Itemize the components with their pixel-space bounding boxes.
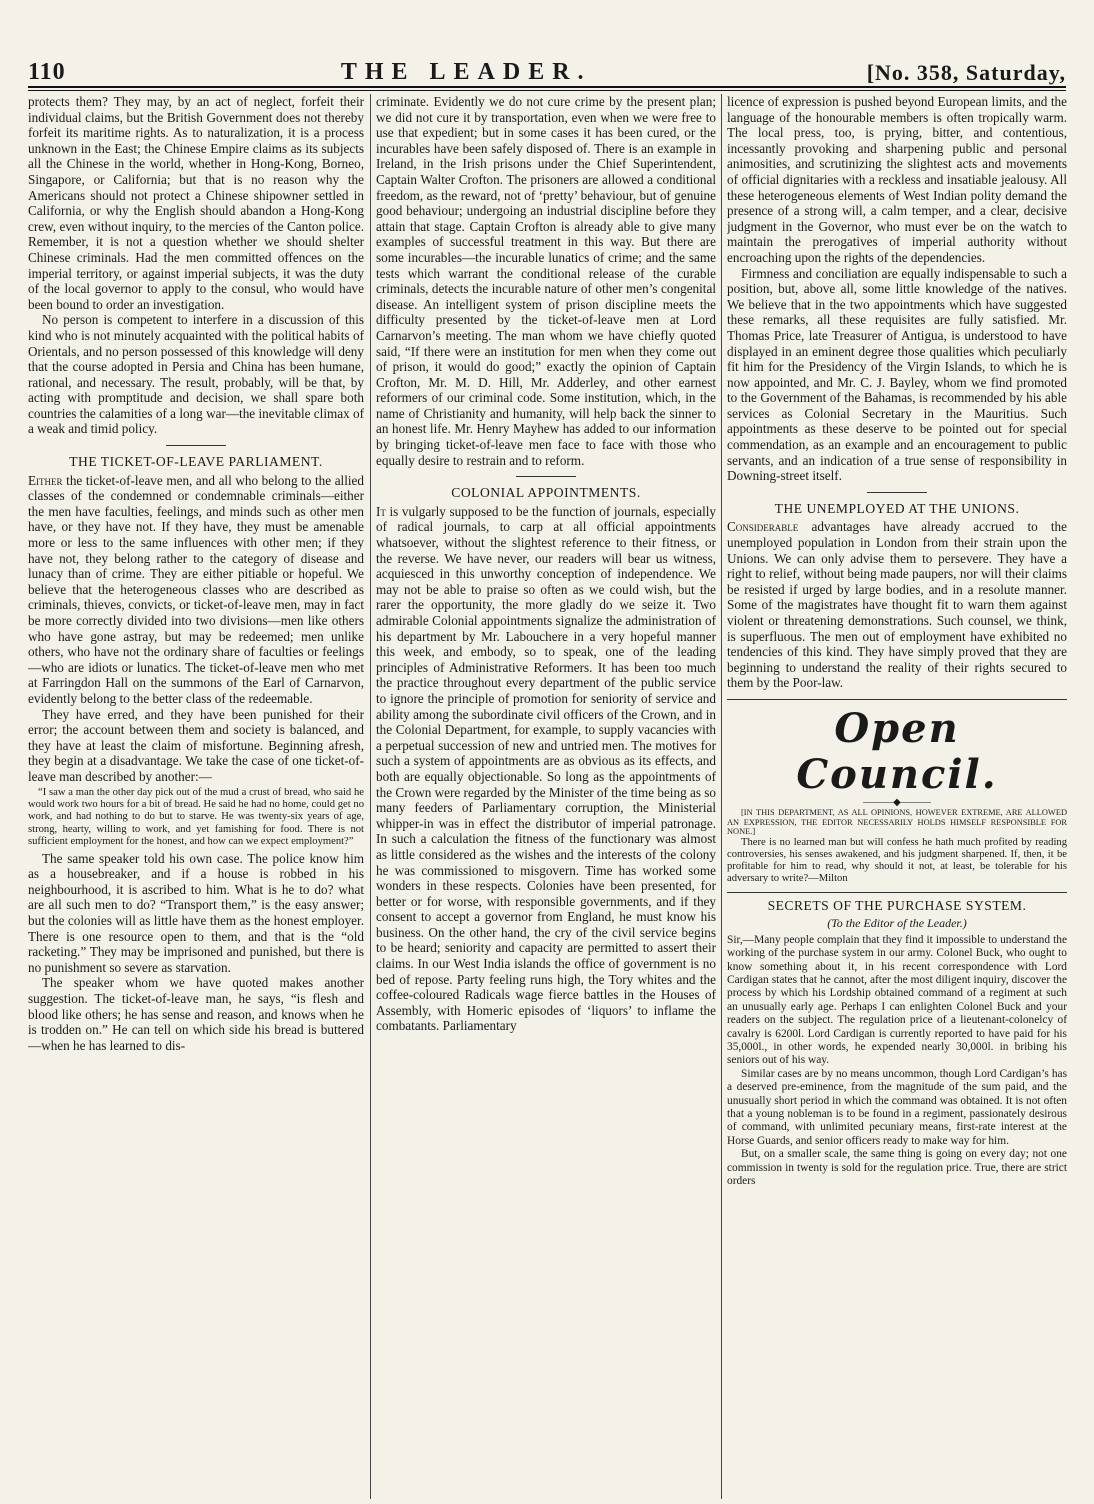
lead-word: It: [376, 503, 386, 519]
section-separator: [727, 699, 1067, 700]
col3-paragraph-3: [727, 519, 1067, 691]
section-separator: [867, 492, 927, 493]
issue-number: [No. 358, Saturday,: [866, 60, 1066, 85]
col1-paragraph-5: The same speaker told his own case. The police know him as a housebreaker, and if a house is robbed in his neighbourhood, it is ascribed to him. What is he to do? what are all such men to do? “Transport them,” is the easy answer; but the colonies will as little have them as the honest employer. There is one resource open to them, and that is the “old racketing.” They may be imprisoned and punished, but there is no punishment so severe as starvation.: [28, 850, 364, 975]
col1-paragraph-2: No person is competent to interfere in a discussion of this kind who is not minutely acquainted with the political habits of Orientals, and no person possessed of this knowledge will deny that the course adopted in Persia and China has been humane, rational, and necessary. The result, probably, will be that, by acting with promptitude and decision, we shall spare both countries the calamities of a long war—the inevitable climax of a weak and timid policy.: [28, 312, 364, 437]
column-2: [376, 94, 716, 1499]
col2-paragraph-1: criminate. Evidently we do not cure crime by the present plan; we did not cure it by transportation, even when we were free to use that expedient; but in some cases it has been cured, or the incurables have been safely disposed of. There is an example in Ireland, in the Irish prisons under the Chief Superintendent, Captain Walter Crofton. The prisoners are allowed a conditional freedom, as the reward, not of ‘pretty’ behaviour, but of genuine good behaviour; undergoing an industrial discipline before they attain that stage. Captain Crofton is already able to give many examples of successful treatment in this way. But there are some incurables—the incurable lunatics of crime; and the same tests which warrant the conditional release of the curable criminals, detects the incurable nature of other men’s congenital disease. An intelligent system of prison discipline meets the difficulty presented by the ticket-of-leave men at Lord Carnarvon’s meeting. The man whom we have chiefly quoted said, “If there were an institution for men when they come out of prison, it would do good;” exactly the opinion of Captain Crofton, Mr. M. D. Hill, Mr. Adderley, and other earnest reformers of our criminal code. Some institution, which, in the name of Christianity and humanity, will help back the sinner to an honest life. Mr. Henry Mayhew has added to our information by bringing ticket-of-leave men face to face with those who equally desire to restrain and to reform.: [376, 94, 716, 468]
milton-epigraph: There is no learned man but will confess he hath much profited by reading controversies, his senses awakened, and his judgment sharpened. If, then, it be profitable for him to read, why should it not, at least, be tolerable for his adversary to write?—Milton: [727, 837, 1067, 893]
article-heading-colonial-appointments: COLONIAL APPOINTMENTS.: [451, 485, 641, 501]
masthead-rule: [28, 90, 1066, 91]
letter-address: (To the Editor of the Leader.): [827, 916, 967, 931]
col1-paragraph-6: The speaker whom we have quoted makes another suggestion. The ticket-of-leave man, he says, “is flesh and blood like others; he has sense and reason, and knows when he is trodden on.” He can tell on which side his bread is buttered—when he has learned to dis-: [28, 975, 364, 1053]
masthead: [28, 56, 1066, 88]
col1-paragraph-3-text: the ticket-of-leave men, and all who belong to the allied classes of the condemned or condemnable criminals—either the men have faculties, feelings, and minds such as other men have, or they have not. If they have, they must be amenable more or less to the same influences with other men; if they have not, they belong rather to the category of disease and lunacy than of crime. They are either pitiable or hopeful. We believe that the heterogeneous classes who are described as criminals, thieves, convicts, or ticket-of-leave men, may in fact be more correctly divided into two divisions—men like others who have gone astray, but may be redeemed; men unlike others, who have not the ordinary share of faculties or feelings—who are idiots or lunatics. The ticket-of-leave men who met at Farringdon Hall on the summons of the Earl of Carnarvon, evidently belong to the better class of the redeemable.: [28, 472, 364, 706]
col1-paragraph-4: They have erred, and they have been punished for their error; the account between them and society is balanced, and they have at least the claim of misfortune. Beginning afresh, they begin at a disadvantage. We take the case of one ticket-of-leave man described by another:—: [28, 706, 364, 784]
section-separator: [166, 445, 226, 446]
col3-paragraph-3-text: advantages have already accrued to the unemployed population in London from their strain upon the Unions. We can only advise them to persevere. They have a right to relief, without being made paupers, nor will their claims be resisted if urged by large bodies, and in a resolute manner. Some of the magistrates have thought fit to warn them against violent or threatening demonstrations. Such counsel, we think, is superfluous. The men out of employment have exhibited no tendencies of this kind. They have simply proved that they are beginning to understand the reality of their rights secured to them by the Poor-law.: [727, 519, 1067, 691]
open-council-note: [IN THIS DEPARTMENT, AS ALL OPINIONS, HOWEVER EXTREME, ARE ALLOWED AN EXPRESSION, THE EDITOR NECESSARILY HOLDS HIMSELF RESPONSIBLE FOR NONE.]: [727, 807, 1067, 837]
column-divider-1: [370, 94, 371, 1499]
article-heading-purchase-system: SECRETS OF THE PURCHASE SYSTEM.: [767, 897, 1027, 913]
open-council-heading: Open Council.: [796, 704, 998, 798]
col3-paragraph-2: Firmness and conciliation are equally indispensable to such a position, but, above all, some little knowledge of the natives. We believe that in the two appointments which have suggested these remarks, all these requisites are fully satisfied. Mr. Thomas Price, late Treasurer of Antigua, is understood to have displayed in an eminent degree those qualities which peculiarly fit him for the Presidency of the Virgin Islands, to which he is now appointed, and Mr. C. J. Bayley, whom we find promoted to the Government of the Bahamas, is recommended by his able services as Colonial Secretary in the Mauritius. Such appointments as these deserve to be pointed out for special commendation, as an example and an encouragement to public servants, and an indication of a true sense of responsibility in Downing-street itself.: [727, 265, 1067, 484]
section-separator: [516, 476, 576, 477]
letter-body: [727, 934, 1067, 1189]
newspaper-title: THE LEADER.: [340, 59, 592, 85]
col1-paragraph-1: protects them? They may, by an act of neglect, forfeit their individual claims, but the British Government does not thereby forfeit its maritime rights. As to naturalization, it is a process unknown in the East; the Chinese Empire claims as its subjects all the Chinese in the world, whether in Hong-Kong, Borneo, Singapore, or California; but that is no reason why the Americans should not protect a Chinese shipowner settled in California, or why the English should abandon a Hong-Kong crew, even without inquiry, to the mercies of the Canton police. Remember, it is not a question whether we should shelter Chinese criminals. Had the men committed offences on the imperial territory, or against imperial subjects, it was the duty of the local governor to apply to the consul, who would have been bound to order an investigation.: [28, 94, 364, 312]
col3-paragraph-4: Sir,—Many people complain that they find it impossible to understand the working of the purchase system in our army. Colonel Buck, who ought to know something about it, in his recent correspondence with Lord Cardigan states that he cannot, after the most diligent inquiry, discover the process by which his Lordship obtained command of a regiment at such an unusually early age. Perhaps I can enlighten Colonel Buck and your readers on the subject. The regulation price of a lieutenant-colonelcy of cavalry is 6200l. Lord Cardigan is currently reported to have paid for his 35,000l., in other words, he expended nearly 30,000l. in bribing his seniors out of his way.: [727, 933, 1067, 1067]
columns: [28, 94, 1068, 1499]
ornament-divider: ———◆———: [863, 796, 931, 808]
column-divider-2: [721, 94, 722, 1499]
column-1: [28, 94, 364, 1499]
lead-word: Either: [28, 472, 63, 488]
col3-paragraph-6: But, on a smaller scale, the same thing is going on every day; not one commission in twenty is sold for the regulation price. True, there are strict orders: [727, 1148, 1067, 1188]
col2-paragraph-2-text: is vulgarly supposed to be the function of journals, especially of radical journals, to carp at all official appointments whatsoever, without the slightest reference to their fitness, or the reverse. We have never, our readers will bear us witness, acquiesced in this unworthy conception of independence. We may not be able to praise so often as we could wish, but the rarer the opportunity, the more gladly do we seize it. Two admirable Colonial appointments signalize the administration of his department by Mr. Labouchere in a very hopeful manner this week, and embody, so to speak, one of the leading principles of Administrative Reformers. It has been too much the practice throughout every department of the public service to ignore the principle of promotion for seniority of service and ability among the subordinate civil officers of the Crown, and in the Colonial Department, for example, to supply vacancies with a perpetual succession of new and untried men. The motives for such a system of appointments are as obvious as its effects, and both are equally objectionable. So long as the appointments of the Crown were regarded by the Minister of the time being as so many feeders of Parliamentary corruption, the Ministerial whipper-in was in effect the distributor of imperial patronage. In such a calculation the fitness of the functionary was almost as little considered as the wishes and the interests of the colony he was commissioned to misgovern. Time has worked some wonders in these respects. Colonies have been presented, for better or for worse, with responsible governments, and if they consent to accept a governor from England, he must know his business. On the other hand, the cry of the civil service begins to be heard; seniority and capacity are permitted to assert their claims. In our West India islands the office of government is no bed of repose. Party feeling runs high, the Tory whites and the coffee-coloured Radicals wage fierce battles in the Houses of Assembly, with Homeric episodes of ‘liquors’ to inflame the combatants. Parliamentary: [376, 503, 716, 1034]
page-number: 110: [28, 59, 66, 85]
article-heading-ticket-of-leave: THE TICKET-OF-LEAVE PARLIAMENT.: [69, 454, 323, 470]
column-3: [727, 94, 1067, 1499]
col2-paragraph-2: [376, 504, 716, 1034]
col3-paragraph-1: licence of expression is pushed beyond European limits, and the language of the honourable members is often tropically warm. The local press, too, is prying, bitter, and contentious, incessantly provoking and sharpening public and personal animosities, and scrutinizing the slightest acts and movements of official dignitaries with a reckless and insatiable jealousy. All these heterogeneous elements of West Indian polity demand the presence of a strong will, a calm temper, and a clear, decisive judgment in the Governor, who must ever be on the watch to maintain the prerogatives of imperial authority without encroaching upon the rights of the dependencies.: [727, 94, 1067, 265]
col1-paragraph-3: [28, 473, 364, 707]
col3-paragraph-5: Similar cases are by no means uncommon, though Lord Cardigan’s has a deserved pre-eminence, from the magnitude of the sum paid, and the unusually short period in which the command was obtained. It is not often that a young nobleman is to be found in a regiment, passionately desirous of command, with unlimited pecuniary means, first-rate interest at the Horse Guards, and senior officers ready to make way for him.: [727, 1067, 1067, 1147]
lead-word: Considerable: [727, 519, 799, 535]
col1-quotation: “I saw a man the other day pick out of the mud a crust of bread, who said he would work two hours for a bit of bread. He said he had no home, could get no work, and had nothing to do but to starve. He was twenty-six years of age, strong, hearty, willing to work, and yet famishing for food. There is not sufficient employment for the honest, and how can we expect employment?”: [28, 786, 364, 848]
article-heading-unemployed: THE UNEMPLOYED AT THE UNIONS.: [774, 500, 1020, 516]
